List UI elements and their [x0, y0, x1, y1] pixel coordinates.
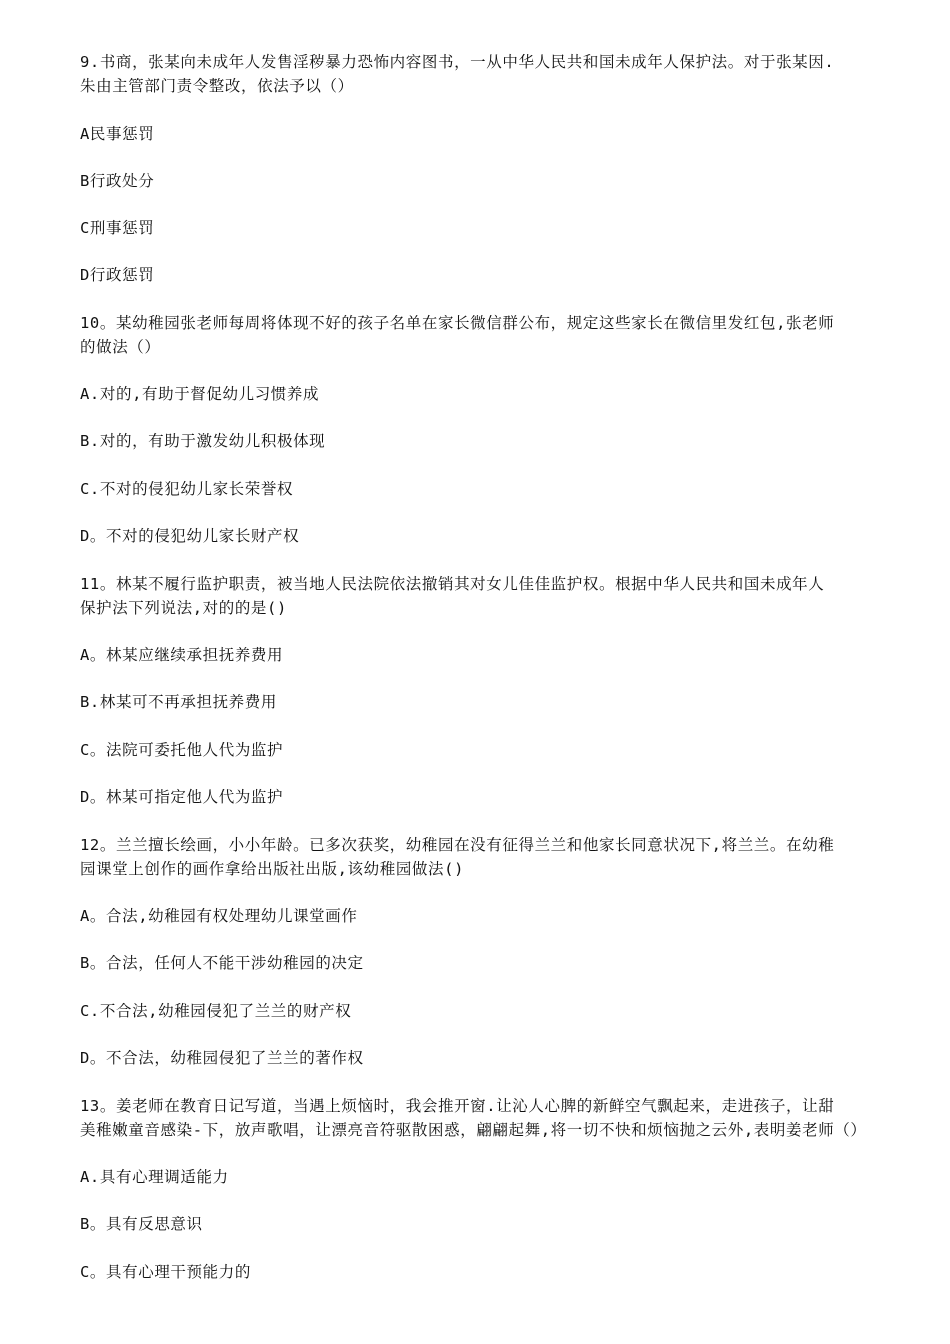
question-12-option-c: C.不合法,幼稚园侵犯了兰兰的财产权	[80, 1002, 352, 1020]
question-9-stem-line-2: 朱由主管部门责令整改，依法予以（）	[80, 77, 354, 95]
question-10-option-d: D。不对的侵犯幼儿家长财产权	[80, 527, 300, 545]
question-12-stem-line-1: 12。兰兰擅长绘画，小小年龄。已多次获奖，幼稚园在没有征得兰兰和他家长同意状况下,将兰兰。在幼稚	[80, 836, 835, 854]
question-10-stem-line-2: 的做法（）	[80, 338, 161, 356]
question-9-stem-line-1: 9.书商，张某向未成年人发售淫秽暴力恐怖内容图书，一从中华人民共和国未成年人保护法。对于张某因.	[80, 53, 835, 71]
question-13-option-a: A.具有心理调适能力	[80, 1168, 229, 1186]
question-9-option-b: B行政处分	[80, 172, 155, 190]
question-11-option-c: C。法院可委托他人代为监护	[80, 741, 284, 759]
question-13-option-b: B。具有反思意识	[80, 1215, 203, 1233]
question-13-stem-line-1: 13。姜老师在教育日记写道，当遇上烦恼时，我会推开窗.让沁人心脾的新鲜空气飘起来，走进孩子，让甜	[80, 1097, 835, 1115]
question-12-option-a: A。合法,幼稚园有权处理幼儿课堂画作	[80, 907, 358, 925]
question-13-stem-line-2: 美稚嫩童音感染-下，放声歌唱，让漂亮音符驱散困惑，翩翩起舞,将一切不快和烦恼抛之云外,表明姜老师（）	[80, 1121, 867, 1139]
question-12-option-d: D。不合法，幼稚园侵犯了兰兰的著作权	[80, 1049, 364, 1067]
question-11-stem-line-2: 保护法下列说法,对的的是()	[80, 599, 287, 617]
question-9-option-d: D行政惩罚	[80, 266, 155, 284]
question-13-option-c: C。具有心理干预能力的	[80, 1263, 251, 1281]
question-10-option-a: A.对的,有助于督促幼儿习惯养成	[80, 385, 320, 403]
question-12-stem-line-2: 园课堂上创作的画作拿给出版社出版,该幼稚园做法()	[80, 860, 464, 878]
question-10-stem-line-1: 10。某幼稚园张老师每周将体现不好的孩子名单在家长微信群公布，规定这些家长在微信里发红包,张老师	[80, 314, 835, 332]
question-11-option-b: B.林某可不再承担抚养费用	[80, 693, 277, 711]
question-9-option-c: C刑事惩罚	[80, 219, 155, 237]
question-11-option-a: A。林某应继续承担抚养费用	[80, 646, 284, 664]
question-10-option-b: B.对的，有助于激发幼儿积极体现	[80, 432, 326, 450]
question-12-option-b: B。合法，任何人不能干涉幼稚园的决定	[80, 954, 364, 972]
question-11-option-d: D。林某可指定他人代为监护	[80, 788, 284, 806]
question-10-option-c: C.不对的侵犯幼儿家长荣誉权	[80, 480, 294, 498]
question-9-option-a: A民事惩罚	[80, 125, 155, 143]
question-11-stem-line-1: 11。林某不履行监护职责，被当地人民法院依法撤销其对女儿佳佳监护权。根据中华人民共和国未成年人	[80, 575, 825, 593]
